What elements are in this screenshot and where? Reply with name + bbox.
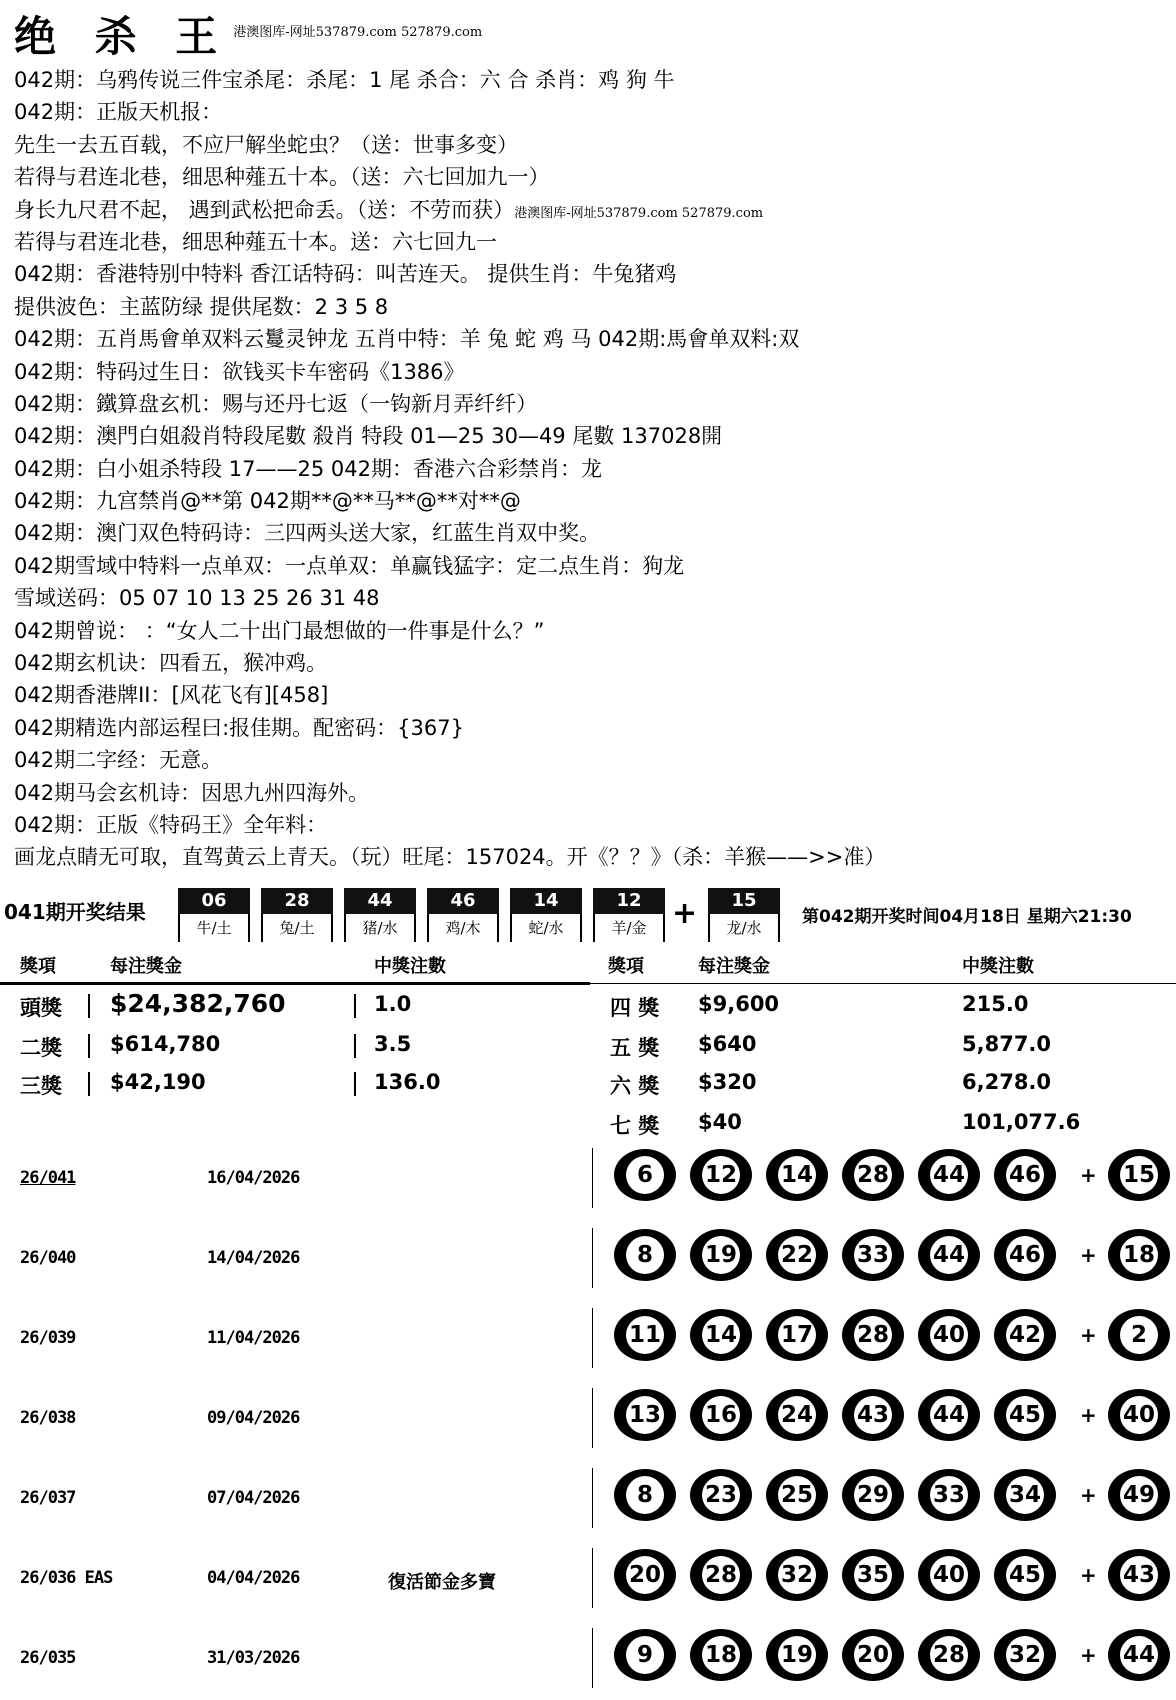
draw-ball-number: 06: [178, 888, 250, 914]
result-row: [0, 1460, 1176, 1540]
prize-header: 獎項: [608, 956, 644, 977]
result-ball: [766, 1549, 828, 1601]
prize-count: 101,077.6: [962, 1110, 1081, 1134]
draw-date: 07/04/2026: [207, 1488, 300, 1508]
prize-count: 6,278.0: [962, 1070, 1052, 1094]
text-line: 若得与君连北巷，细思种薤五十本。送：六七回九一: [14, 229, 497, 254]
draw-ball-tag: 羊/金: [593, 914, 665, 942]
draw-ball-tag: 猪/水: [344, 914, 416, 942]
draw-ball-card: [593, 888, 665, 942]
draw-ball-number: 12: [593, 888, 665, 914]
divider: [592, 1388, 593, 1448]
text-line: 身长九尺君不起， 遇到武松把命丢。（送：不劳而获）: [14, 197, 515, 222]
result-ball: [918, 1469, 980, 1521]
ball-number: 9: [626, 1636, 664, 1674]
divider: [354, 1034, 356, 1058]
ball-number: 17: [778, 1316, 816, 1354]
plus-sign: +: [1080, 1643, 1097, 1667]
result-ball: [766, 1309, 828, 1361]
ball-number: 40: [930, 1316, 968, 1354]
draw-ball-tag: 鸡/木: [427, 914, 499, 942]
ball-number: 46: [1006, 1156, 1044, 1194]
result-ball: [766, 1149, 828, 1201]
ball-number: 12: [702, 1156, 740, 1194]
ball-number: 43: [854, 1396, 892, 1434]
result-ball: [690, 1149, 752, 1201]
text-line: 042期曾说： ：“女人二十出门最想做的一件事是什么？”: [14, 618, 545, 643]
draw-id-link[interactable]: 26/041: [20, 1168, 76, 1188]
divider: [88, 1034, 90, 1058]
special-ball: [1108, 1389, 1170, 1441]
prize-table: [0, 948, 1176, 1138]
text-line: 042期香港牌II：[风花飞有][458]: [14, 683, 329, 708]
draw-id-link: 26/037: [20, 1488, 76, 1508]
special-ball: [1108, 1149, 1170, 1201]
result-ball: [842, 1149, 904, 1201]
draw-ball-tag: 龙/水: [708, 914, 780, 942]
draw-id-link: 26/040: [20, 1248, 76, 1268]
ball-number: 18: [1120, 1236, 1158, 1274]
result-row: [0, 1620, 1176, 1700]
divider: [88, 994, 90, 1018]
special-ball: [1108, 1629, 1170, 1681]
draw-ball-card: [261, 888, 333, 942]
plus-sign: +: [1080, 1403, 1097, 1427]
result-ball: [842, 1469, 904, 1521]
text-line: 042期：特码过生日：欲钱买卡车密码《1386》: [14, 359, 465, 384]
prize-header: 中獎注數: [962, 956, 1034, 977]
ball-number: 18: [702, 1636, 740, 1674]
prize-name: 二獎: [20, 1036, 62, 1060]
ball-number: 46: [1006, 1236, 1044, 1274]
draw-ball-number: 14: [510, 888, 582, 914]
ball-number: 42: [1006, 1316, 1044, 1354]
ball-number: 34: [1006, 1476, 1044, 1514]
ball-number: 44: [1120, 1636, 1158, 1674]
divider: [592, 1548, 593, 1608]
draw-ball-card: [178, 888, 250, 942]
text-line: 若得与君连北巷，细思种薤五十本。（送：六七回加九一）: [14, 165, 550, 190]
text-line: 042期雪域中特料一点单双：一点单双：单赢钱猛字：定二点生肖：狗龙: [14, 553, 685, 578]
prize-header: 獎項: [20, 956, 56, 977]
text-line: 雪域送码：05 07 10 13 25 26 31 48: [14, 586, 380, 611]
ball-number: 11: [626, 1316, 664, 1354]
ball-number: 33: [930, 1476, 968, 1514]
draw-result-bar: [0, 884, 1176, 944]
result-ball: [994, 1549, 1056, 1601]
ball-number: 23: [702, 1476, 740, 1514]
text-line: 042期：正版《特码王》全年料：: [14, 812, 328, 837]
draw-ball-number: 46: [427, 888, 499, 914]
page-title: 绝 杀 王: [14, 12, 230, 61]
text-line: 042期：五肖馬會单双料云鬘灵钟龙 五肖中特：羊 兔 蛇 鸡 马 042期:馬會单双料:双: [14, 327, 800, 352]
ball-number: 8: [626, 1476, 664, 1514]
result-ball: [994, 1389, 1056, 1441]
ball-number: 44: [930, 1236, 968, 1274]
result-ball: [918, 1389, 980, 1441]
result-ball: [614, 1309, 676, 1361]
result-ball: [994, 1149, 1056, 1201]
text-line-with-watermark: [14, 194, 1164, 226]
text-line: 提供波色：主蓝防绿 提供尾数：2 3 5 8: [14, 294, 389, 319]
prize-count: 136.0: [374, 1070, 441, 1094]
ball-number: 43: [1120, 1556, 1158, 1594]
ball-number: 6: [626, 1156, 664, 1194]
result-ball: [994, 1229, 1056, 1281]
ball-number: 14: [702, 1316, 740, 1354]
result-ball: [918, 1309, 980, 1361]
prize-amount: $640: [698, 1032, 757, 1056]
ball-number: 19: [778, 1636, 816, 1674]
ball-number: 28: [854, 1316, 892, 1354]
result-ball: [766, 1469, 828, 1521]
draw-ball-number: 15: [708, 888, 780, 914]
result-ball: [614, 1149, 676, 1201]
prize-amount: $40: [698, 1110, 742, 1134]
divider: [88, 1072, 90, 1096]
page-header: [14, 12, 482, 62]
text-line: 042期精选内部运程曰:报佳期。配密码：{367}: [14, 715, 464, 740]
divider: [354, 1072, 356, 1096]
special-ball: [1108, 1549, 1170, 1601]
draw-date: 31/03/2026: [207, 1648, 300, 1668]
ball-number: 28: [930, 1636, 968, 1674]
result-row: [0, 1380, 1176, 1460]
text-line: 042期：鐵算盘玄机：赐与还丹七返（一钩新月弄纤纤）: [14, 391, 538, 416]
ball-number: 44: [930, 1156, 968, 1194]
ball-number: 8: [626, 1236, 664, 1274]
prize-amount: $9,600: [698, 992, 780, 1016]
result-ball: [614, 1469, 676, 1521]
text-line: 042期：澳門白姐殺肖特段尾數 殺肖 特段 01—25 30—49 尾數 137028開: [14, 424, 723, 449]
ball-number: 22: [778, 1236, 816, 1274]
special-ball: [1108, 1309, 1170, 1361]
plus-sign: +: [1080, 1163, 1097, 1187]
draw-date: 11/04/2026: [207, 1328, 300, 1348]
prize-header: 中獎注數: [374, 956, 446, 977]
prize-name: 六 獎: [610, 1074, 660, 1098]
divider: [354, 994, 356, 1018]
draw-date: 09/04/2026: [207, 1408, 300, 1428]
plus-sign: +: [1080, 1563, 1097, 1587]
draw-ball-number: 44: [344, 888, 416, 914]
draw-id-link: 26/038: [20, 1408, 76, 1428]
ball-number: 13: [626, 1396, 664, 1434]
text-line: 042期玄机诀：四看五，猴冲鸡。: [14, 651, 328, 676]
result-ball: [690, 1629, 752, 1681]
result-ball: [842, 1389, 904, 1441]
text-line: 042期：九宫禁肖@**第 042期**@**马**@**对**@: [14, 489, 521, 514]
prize-header: 每注獎金: [698, 956, 770, 977]
plus-sign: +: [1080, 1483, 1097, 1507]
draw-label: 041期开奖结果: [4, 900, 146, 924]
result-ball: [690, 1229, 752, 1281]
ball-number: 32: [778, 1556, 816, 1594]
result-ball: [842, 1309, 904, 1361]
ball-number: 33: [854, 1236, 892, 1274]
divider: [592, 1228, 593, 1288]
draw-id-link: 26/039: [20, 1328, 76, 1348]
ball-number: 28: [854, 1156, 892, 1194]
plus-sign: +: [1080, 1243, 1097, 1267]
prediction-text-block: [14, 64, 1164, 874]
draw-ball-card: [427, 888, 499, 942]
draw-id-link: 26/036 EAS: [20, 1568, 113, 1588]
draw-note: 復活節金多寶: [388, 1572, 496, 1593]
draw-ball-card: [344, 888, 416, 942]
ball-number: 24: [778, 1396, 816, 1434]
result-ball: [766, 1389, 828, 1441]
divider: [0, 982, 590, 985]
prize-count: 215.0: [962, 992, 1029, 1016]
prize-name: 四 獎: [610, 996, 660, 1020]
result-ball: [994, 1309, 1056, 1361]
draw-ball-number: 28: [261, 888, 333, 914]
prize-count: 5,877.0: [962, 1032, 1052, 1056]
draw-ball-tag: 牛/土: [178, 914, 250, 942]
result-row: [0, 1540, 1176, 1620]
result-ball: [842, 1549, 904, 1601]
text-line: 042期二字经：无意。: [14, 748, 223, 773]
special-ball: [1108, 1229, 1170, 1281]
plus-sign: +: [672, 896, 698, 931]
result-ball: [842, 1629, 904, 1681]
ball-number: 49: [1120, 1476, 1158, 1514]
draw-id-link: 26/035: [20, 1648, 76, 1668]
ball-number: 25: [778, 1476, 816, 1514]
result-ball: [614, 1389, 676, 1441]
prize-count: 1.0: [374, 992, 412, 1016]
special-ball-card: [708, 888, 780, 942]
result-ball: [614, 1229, 676, 1281]
ball-number: 44: [930, 1396, 968, 1434]
text-line: 042期：香港特别中特料 香江话特码：叫苦连天。 提供生肖：牛兔猪鸡: [14, 262, 677, 287]
prize-name: 三獎: [20, 1074, 62, 1098]
prize-header: 每注獎金: [110, 956, 182, 977]
result-ball: [994, 1469, 1056, 1521]
watermark-text-inline: 港澳图库-网址537879.com 527879.com: [514, 205, 764, 221]
prize-amount: $24,382,760: [110, 989, 286, 1018]
text-line: 042期马会玄机诗：因思九州四海外。: [14, 780, 370, 805]
result-ball: [766, 1229, 828, 1281]
ball-number: 14: [778, 1156, 816, 1194]
ball-number: 35: [854, 1556, 892, 1594]
divider: [590, 983, 1176, 984]
prize-name: 頭獎: [20, 996, 62, 1020]
ball-number: 20: [854, 1636, 892, 1674]
result-ball: [690, 1469, 752, 1521]
result-ball: [918, 1229, 980, 1281]
special-ball: [1108, 1469, 1170, 1521]
result-ball: [842, 1229, 904, 1281]
text-line: 042期：正版天机报：: [14, 100, 223, 125]
result-ball: [690, 1309, 752, 1361]
ball-number: 45: [1006, 1396, 1044, 1434]
result-ball: [918, 1629, 980, 1681]
prize-amount: $320: [698, 1070, 757, 1094]
ball-number: 28: [702, 1556, 740, 1594]
divider: [592, 1468, 593, 1528]
draw-ball-tag: 兔/土: [261, 914, 333, 942]
result-row: [0, 1140, 1176, 1220]
ball-number: 32: [1006, 1636, 1044, 1674]
ball-number: 29: [854, 1476, 892, 1514]
result-ball: [766, 1629, 828, 1681]
result-ball: [614, 1629, 676, 1681]
result-ball: [918, 1549, 980, 1601]
result-ball: [690, 1389, 752, 1441]
result-ball: [918, 1149, 980, 1201]
ball-number: 16: [702, 1396, 740, 1434]
divider: [592, 1148, 593, 1208]
ball-number: 20: [626, 1556, 664, 1594]
text-line: 042期：澳门双色特码诗：三四两头送大家，红蓝生肖双中奖。: [14, 521, 601, 546]
divider: [592, 1308, 593, 1368]
next-draw-time: 第042期开奖时间04月18日 星期六21:30: [802, 907, 1132, 927]
ball-number: 40: [1120, 1396, 1158, 1434]
draw-date: 04/04/2026: [207, 1568, 300, 1588]
text-line: 042期：白小姐杀特段 17——25 042期：香港六合彩禁肖：龙: [14, 456, 602, 481]
ball-number: 15: [1120, 1156, 1158, 1194]
text-line: 042期：乌鸦传说三件宝杀尾：杀尾：1 尾 杀合：六 合 杀肖：鸡 狗 牛: [14, 68, 675, 92]
ball-number: 45: [1006, 1556, 1044, 1594]
prize-amount: $614,780: [110, 1032, 221, 1056]
prize-name: 七 獎: [610, 1114, 660, 1138]
result-ball: [690, 1549, 752, 1601]
watermark-text: 港澳图库-网址537879.com 527879.com: [233, 25, 483, 40]
result-row: [0, 1300, 1176, 1380]
draw-date: 14/04/2026: [207, 1248, 300, 1268]
draw-date: 16/04/2026: [207, 1168, 300, 1188]
ball-number: 2: [1120, 1316, 1158, 1354]
result-row: [0, 1220, 1176, 1300]
draw-ball-tag: 蛇/水: [510, 914, 582, 942]
divider: [592, 1628, 593, 1688]
text-line: 先生一去五百载，不应尸解坐蛇虫？（送：世事多变）: [14, 132, 518, 157]
prize-count: 3.5: [374, 1032, 412, 1056]
result-ball: [994, 1629, 1056, 1681]
text-line: 画龙点睛无可取，直驾黄云上青天。（玩）旺尾：157024。开《？？》（杀：羊猴——>>准）: [14, 845, 886, 870]
prize-name: 五 獎: [610, 1036, 660, 1060]
ball-number: 40: [930, 1556, 968, 1594]
plus-sign: +: [1080, 1323, 1097, 1347]
result-ball: [614, 1549, 676, 1601]
ball-number: 19: [702, 1236, 740, 1274]
draw-ball-card: [510, 888, 582, 942]
prize-amount: $42,190: [110, 1070, 206, 1094]
